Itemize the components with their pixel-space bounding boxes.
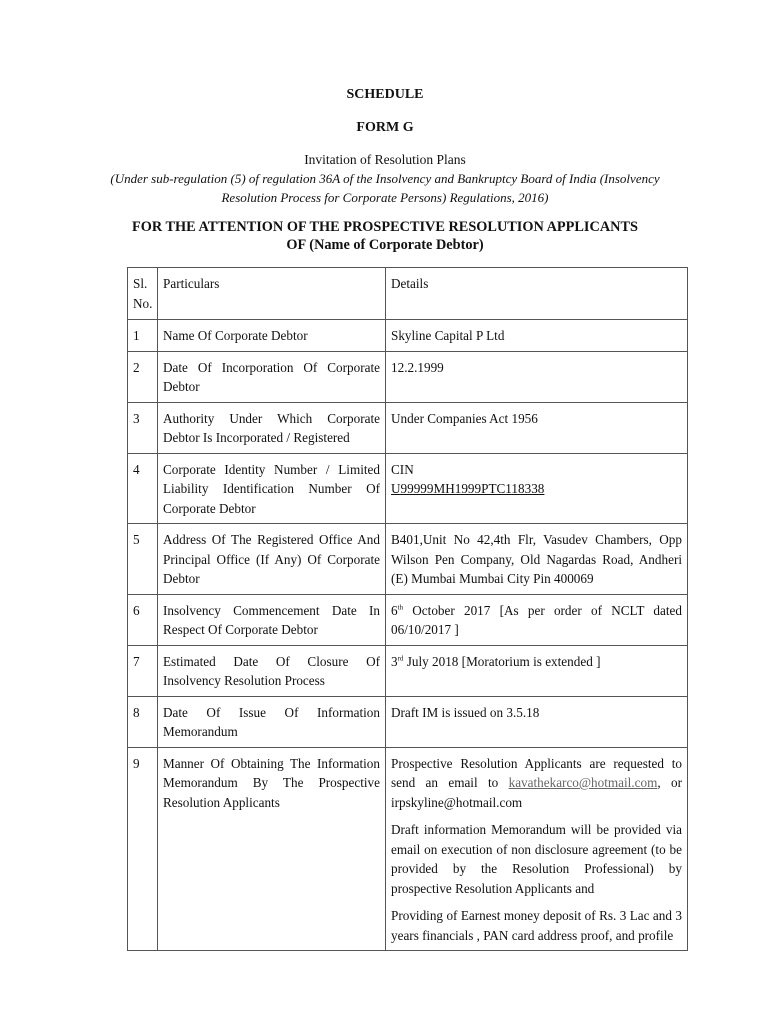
table-row bbox=[128, 524, 688, 595]
header-particulars: Particulars bbox=[158, 268, 386, 320]
detail-paragraph: Providing of Earnest money deposit of Rs. 3 Lac and 3 years financials , PAN card address proof, and profile bbox=[391, 908, 682, 943]
schedule-heading: SCHEDULE bbox=[346, 87, 424, 102]
table-row bbox=[128, 747, 688, 951]
table-row bbox=[128, 351, 688, 402]
particular-cell: Manner Of Obtaining The Information Memorandum By The Prospective Resolution Applicants bbox=[158, 747, 386, 951]
regulation-line-1: (Under sub-regulation (5) of regulation 36A of the Insolvency and Bankruptcy Board of India (Insolvency bbox=[110, 171, 660, 186]
row-number: 2 bbox=[128, 351, 158, 402]
particular-cell: Date Of Incorporation Of Corporate Debtor bbox=[158, 351, 386, 402]
detail-cell: 12.2.1999 bbox=[386, 351, 688, 402]
row-number: 1 bbox=[128, 320, 158, 352]
table-row bbox=[128, 320, 688, 352]
particular-cell: Name Of Corporate Debtor bbox=[158, 320, 386, 352]
attention-line-2: OF (Name of Corporate Debtor) bbox=[286, 237, 484, 253]
table-row bbox=[128, 453, 688, 524]
row-number: 4 bbox=[128, 453, 158, 524]
particular-cell: Address Of The Registered Office And Principal Office (If Any) Of Corporate Debtor bbox=[158, 524, 386, 595]
form-title: FORM G bbox=[356, 120, 414, 135]
table-row bbox=[128, 645, 688, 696]
table-row bbox=[128, 402, 688, 453]
detail-paragraph: Prospective Resolution Applicants are requested to send an email to kavathekarco@hotmail.com, or irpskyline@hotmail.com bbox=[391, 755, 682, 810]
row-number: 5 bbox=[128, 524, 158, 595]
header-sl-no: Sl. No. bbox=[128, 268, 158, 320]
detail-cell: Under Companies Act 1956 bbox=[386, 402, 688, 453]
particular-cell: Date Of Issue Of Information Memorandum bbox=[158, 696, 386, 747]
particular-cell: Estimated Date Of Closure Of Insolvency Resolution Process bbox=[158, 645, 386, 696]
form-g-table bbox=[127, 267, 688, 951]
table-header-row bbox=[128, 268, 688, 320]
row-number: 3 bbox=[128, 402, 158, 453]
detail-paragraph: Draft information Memorandum will be provided via email on execution of non disclosure agreement (to be provided by the Resolution Professional) by prospective Resolution Applicants and bbox=[391, 822, 682, 896]
cin-label: CIN bbox=[391, 461, 414, 477]
detail-cell bbox=[386, 453, 688, 524]
regulation-reference bbox=[0, 169, 770, 207]
detail-cell: Skyline Capital P Ltd bbox=[386, 320, 688, 352]
detail-cell bbox=[386, 747, 688, 951]
table-row bbox=[128, 594, 688, 645]
regulation-line-2: Resolution Process for Corporate Persons) Regulations, 2016) bbox=[221, 190, 549, 205]
row-number: 7 bbox=[128, 645, 158, 696]
detail-cell: 3rd July 2018 [Moratorium is extended ] bbox=[386, 645, 688, 696]
particular-cell: Authority Under Which Corporate Debtor Is Incorporated / Registered bbox=[158, 402, 386, 453]
cin-number: U99999MH1999PTC118338 bbox=[391, 481, 545, 496]
particular-cell: Corporate Identity Number / Limited Liability Identification Number Of Corporate Debtor bbox=[158, 453, 386, 524]
row-number: 8 bbox=[128, 696, 158, 747]
attention-heading bbox=[0, 218, 770, 254]
detail-cell: 6th October 2017 [As per order of NCLT dated 06/10/2017 ] bbox=[386, 594, 688, 645]
attention-line-1: FOR THE ATTENTION OF THE PROSPECTIVE RESOLUTION APPLICANTS bbox=[132, 219, 638, 235]
invitation-subtitle: Invitation of Resolution Plans bbox=[304, 152, 466, 167]
particular-cell: Insolvency Commencement Date In Respect Of Corporate Debtor bbox=[158, 594, 386, 645]
detail-cell: Draft IM is issued on 3.5.18 bbox=[386, 696, 688, 747]
detail-cell: B401,Unit No 42,4th Flr, Vasudev Chambers, Opp Wilson Pen Company, Old Nagardas Road, Andheri (E) Mumbai Mumbai City Pin 400069 bbox=[386, 524, 688, 595]
table-row bbox=[128, 696, 688, 747]
email-link[interactable]: kavathekarco@hotmail.com bbox=[508, 775, 658, 790]
row-number: 6 bbox=[128, 594, 158, 645]
header-details: Details bbox=[386, 268, 688, 320]
row-number: 9 bbox=[128, 747, 158, 951]
